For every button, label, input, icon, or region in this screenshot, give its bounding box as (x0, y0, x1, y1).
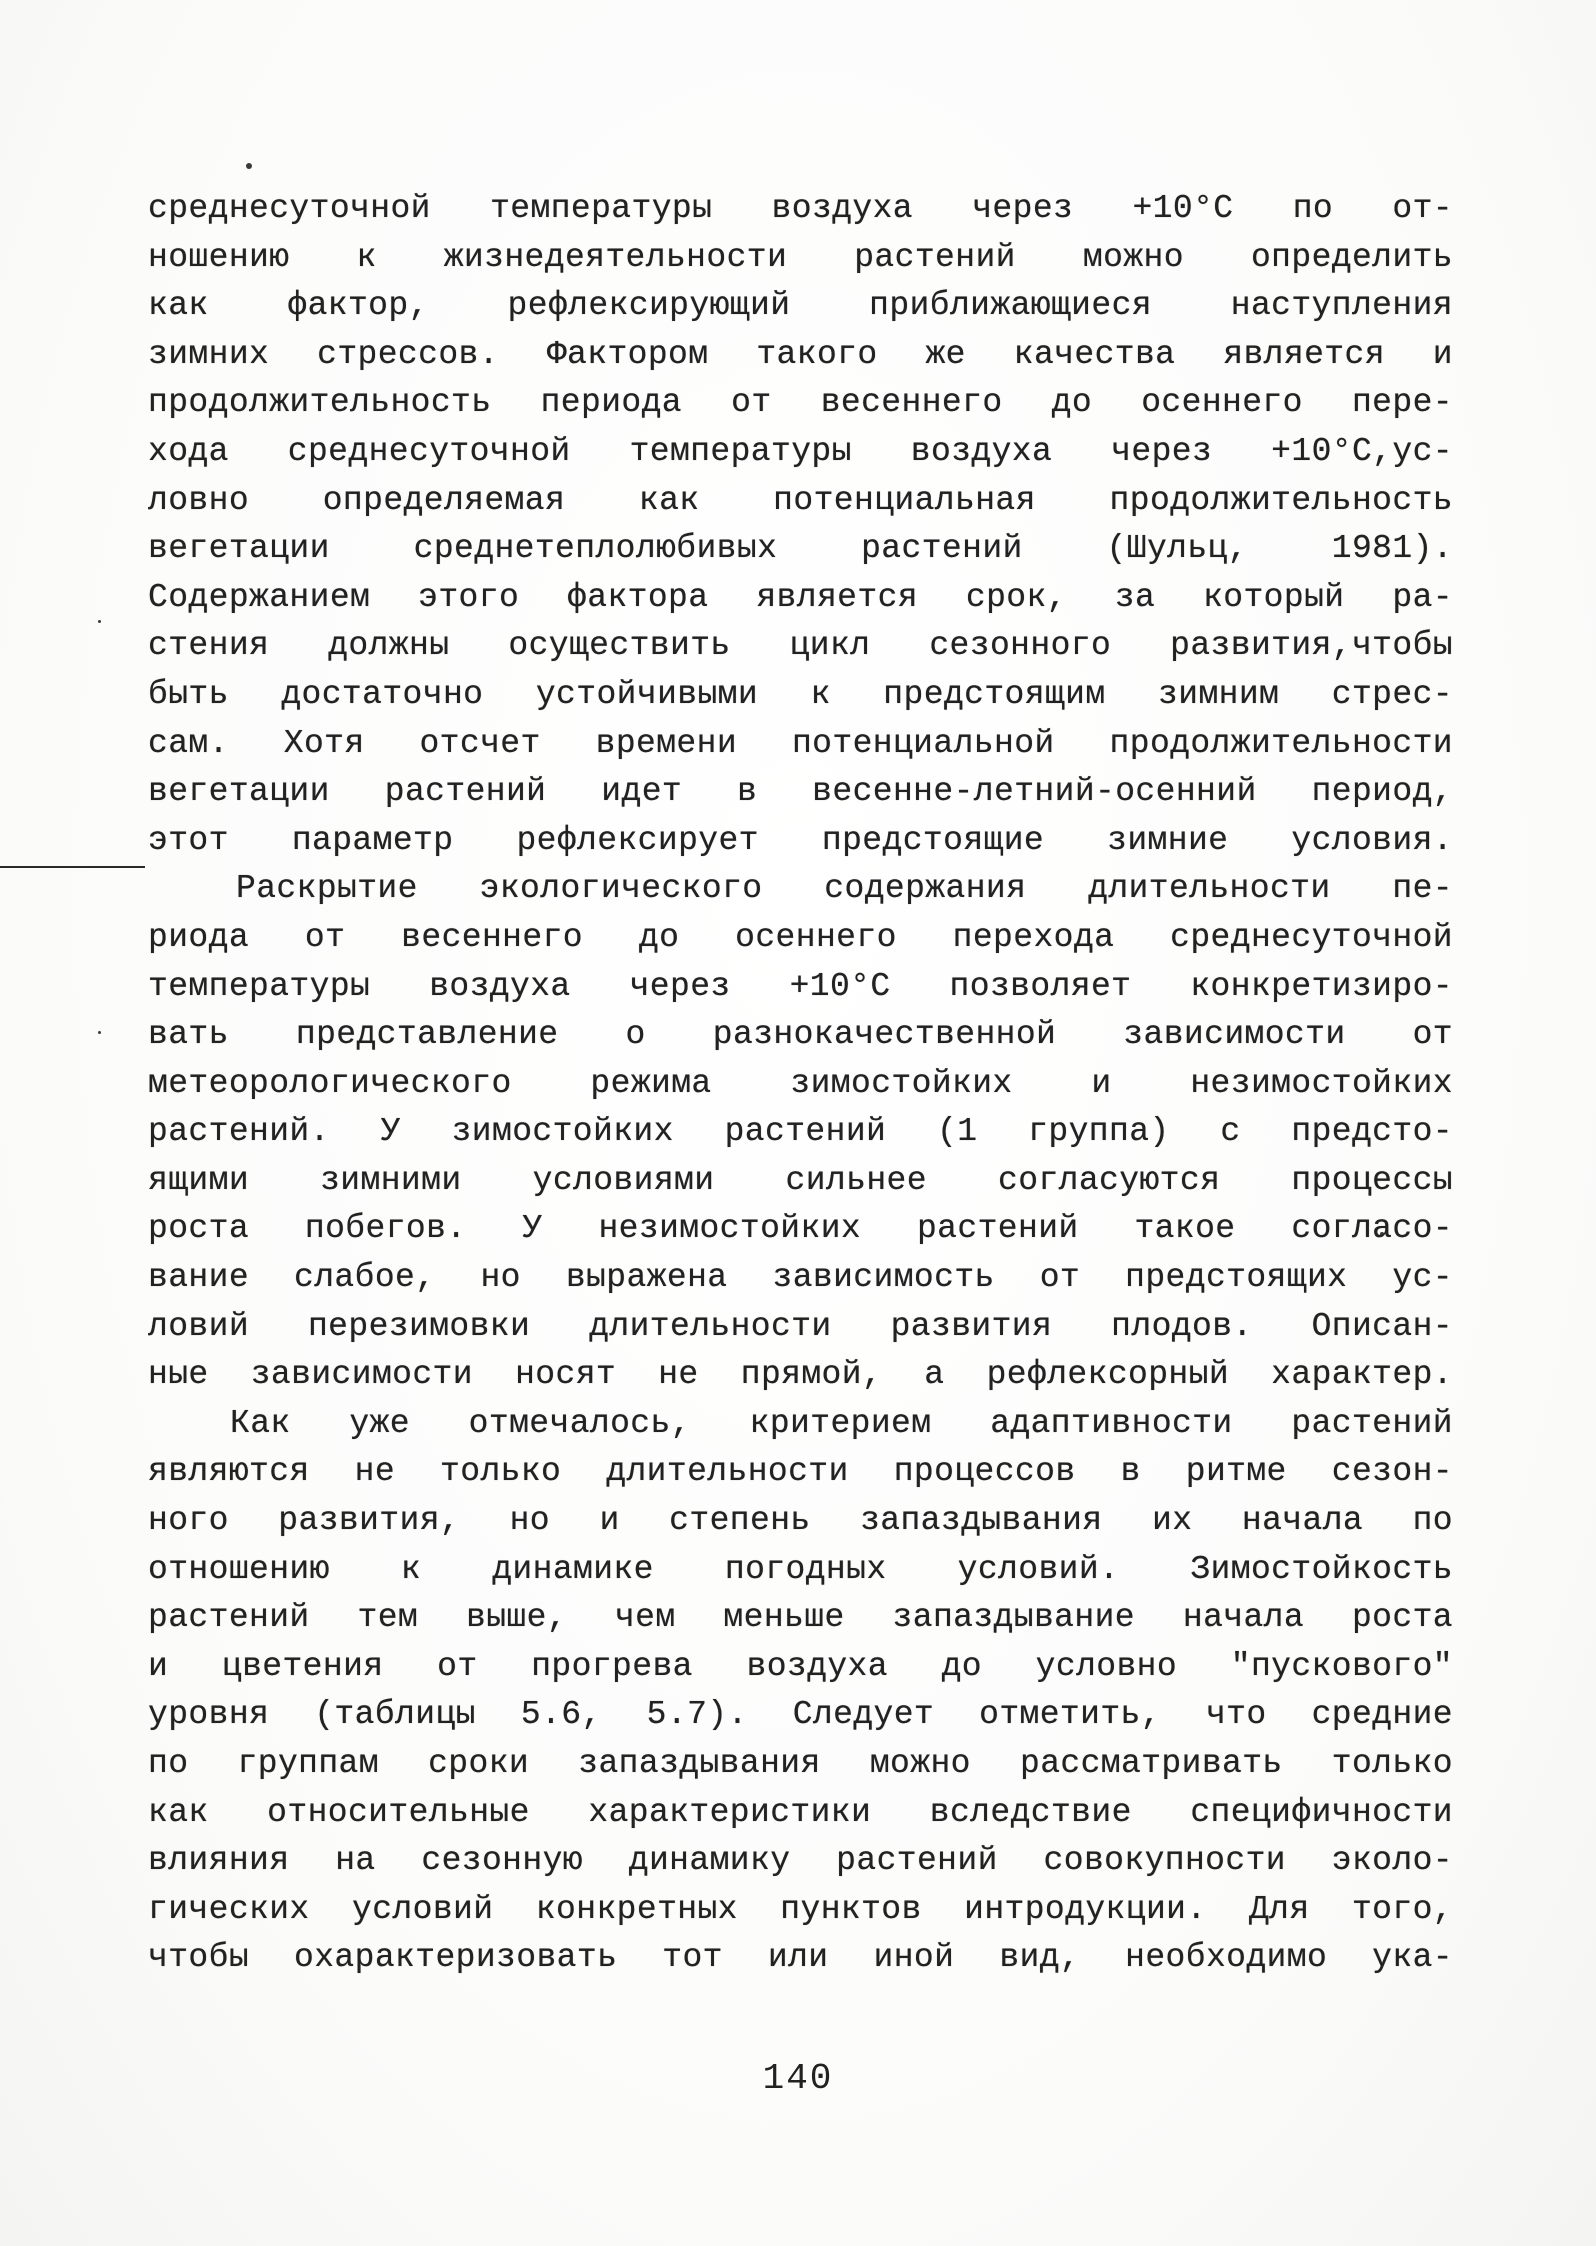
text-line: уровня (таблицы 5.6, 5.7). Следует отметить, что средние (148, 1696, 1453, 1734)
text-line: сам. Хотя отсчет времени потенциальной продолжительности (148, 724, 1453, 762)
text-line: среднесуточной температуры воздуха через +10°С по от- (148, 190, 1453, 227)
text-line: вегетации среднетеплолюбивых растений (Шульц, 1981). (148, 530, 1453, 568)
text-line: являются не только длительности процессов в ритме сезон- (148, 1453, 1453, 1491)
text-line: по группам сроки запаздывания можно рассматривать только (148, 1745, 1453, 1782)
text-line: вать представление о разнокачественной зависимости от (148, 1016, 1453, 1054)
text-line: растений. У зимостойких растений (1 группа) с предсто- (148, 1113, 1453, 1151)
text-line: Содержанием этого фактора является срок, за который ра- (148, 578, 1453, 616)
text-line: отношению к динамике погодных условий. Зимостойкость (148, 1550, 1453, 1588)
text-line: ного развития, но и степень запаздывания их начала по (148, 1502, 1453, 1540)
text-line: хода среднесуточной температуры воздуха через +10°С,ус- (148, 432, 1453, 470)
text-line: вание слабое, но выражена зависимость от предстоящих ус- (148, 1259, 1453, 1297)
text-line: как относительные характеристики вследствие специфичности (148, 1793, 1453, 1831)
text-line: ловий перезимовки длительности развития плодов. Описан- (148, 1307, 1453, 1345)
text-line: этот параметр рефлексирует предстоящие зимние условия. (148, 821, 1453, 859)
text-line: зимних стрессов. Фактором такого же качества является и (148, 335, 1453, 373)
text-line: роста побегов. У незимостойких растений такое согласо- (148, 1210, 1453, 1248)
text-line: чтобы охарактеризовать тот или иной вид, необходимо ука- (148, 1939, 1453, 1977)
text-line: метеорологического режима зимостойких и незимостойких (148, 1064, 1453, 1102)
text-line: ные зависимости носят не прямой, а рефлексорный характер. (148, 1356, 1453, 1394)
scan-speck (98, 1031, 101, 1034)
scan-speck (98, 620, 101, 623)
paragraph-start-line: Раскрытие экологического содержания длительности пе- (236, 870, 1453, 908)
text-line: быть достаточно устойчивыми к предстоящим зимним стрес- (148, 675, 1453, 713)
text-line: риода от весеннего до осеннего перехода среднесуточной (148, 918, 1453, 956)
text-line: ловно определяемая как потенциальная продолжительность (148, 481, 1453, 519)
page-number: 140 (762, 2058, 834, 2099)
text-line: растений тем выше, чем меньше запаздывание начала роста (148, 1599, 1453, 1637)
body-text (148, 185, 1453, 1983)
text-line: и цветения от прогрева воздуха до условно "пускового" (148, 1647, 1453, 1685)
text-line: стения должны осуществить цикл сезонного развития,чтобы (148, 627, 1453, 665)
paragraph-start-line: Как уже отмечалось, критерием адаптивности растений (230, 1404, 1453, 1442)
text-line: продолжительность периода от весеннего до осеннего пере- (148, 384, 1453, 422)
text-line: как фактор, рефлексирующий приближающиеся наступления (148, 287, 1453, 325)
margin-rule-line (0, 866, 145, 868)
text-line: ношению к жизнедеятельности растений можно определить (148, 238, 1453, 276)
text-line: гических условий конкретных пунктов интродукции. Для того, (148, 1890, 1453, 1928)
scan-speck (246, 163, 252, 169)
text-line: ящими зимними условиями сильнее согласуются процессы (148, 1161, 1453, 1199)
text-line: влияния на сезонную динамику растений совокупности эколо- (148, 1842, 1453, 1880)
text-line: температуры воздуха через +10°С позволяет конкретизиро- (148, 967, 1453, 1005)
text-line: вегетации растений идет в весенне-летний-осенний период, (148, 773, 1453, 811)
